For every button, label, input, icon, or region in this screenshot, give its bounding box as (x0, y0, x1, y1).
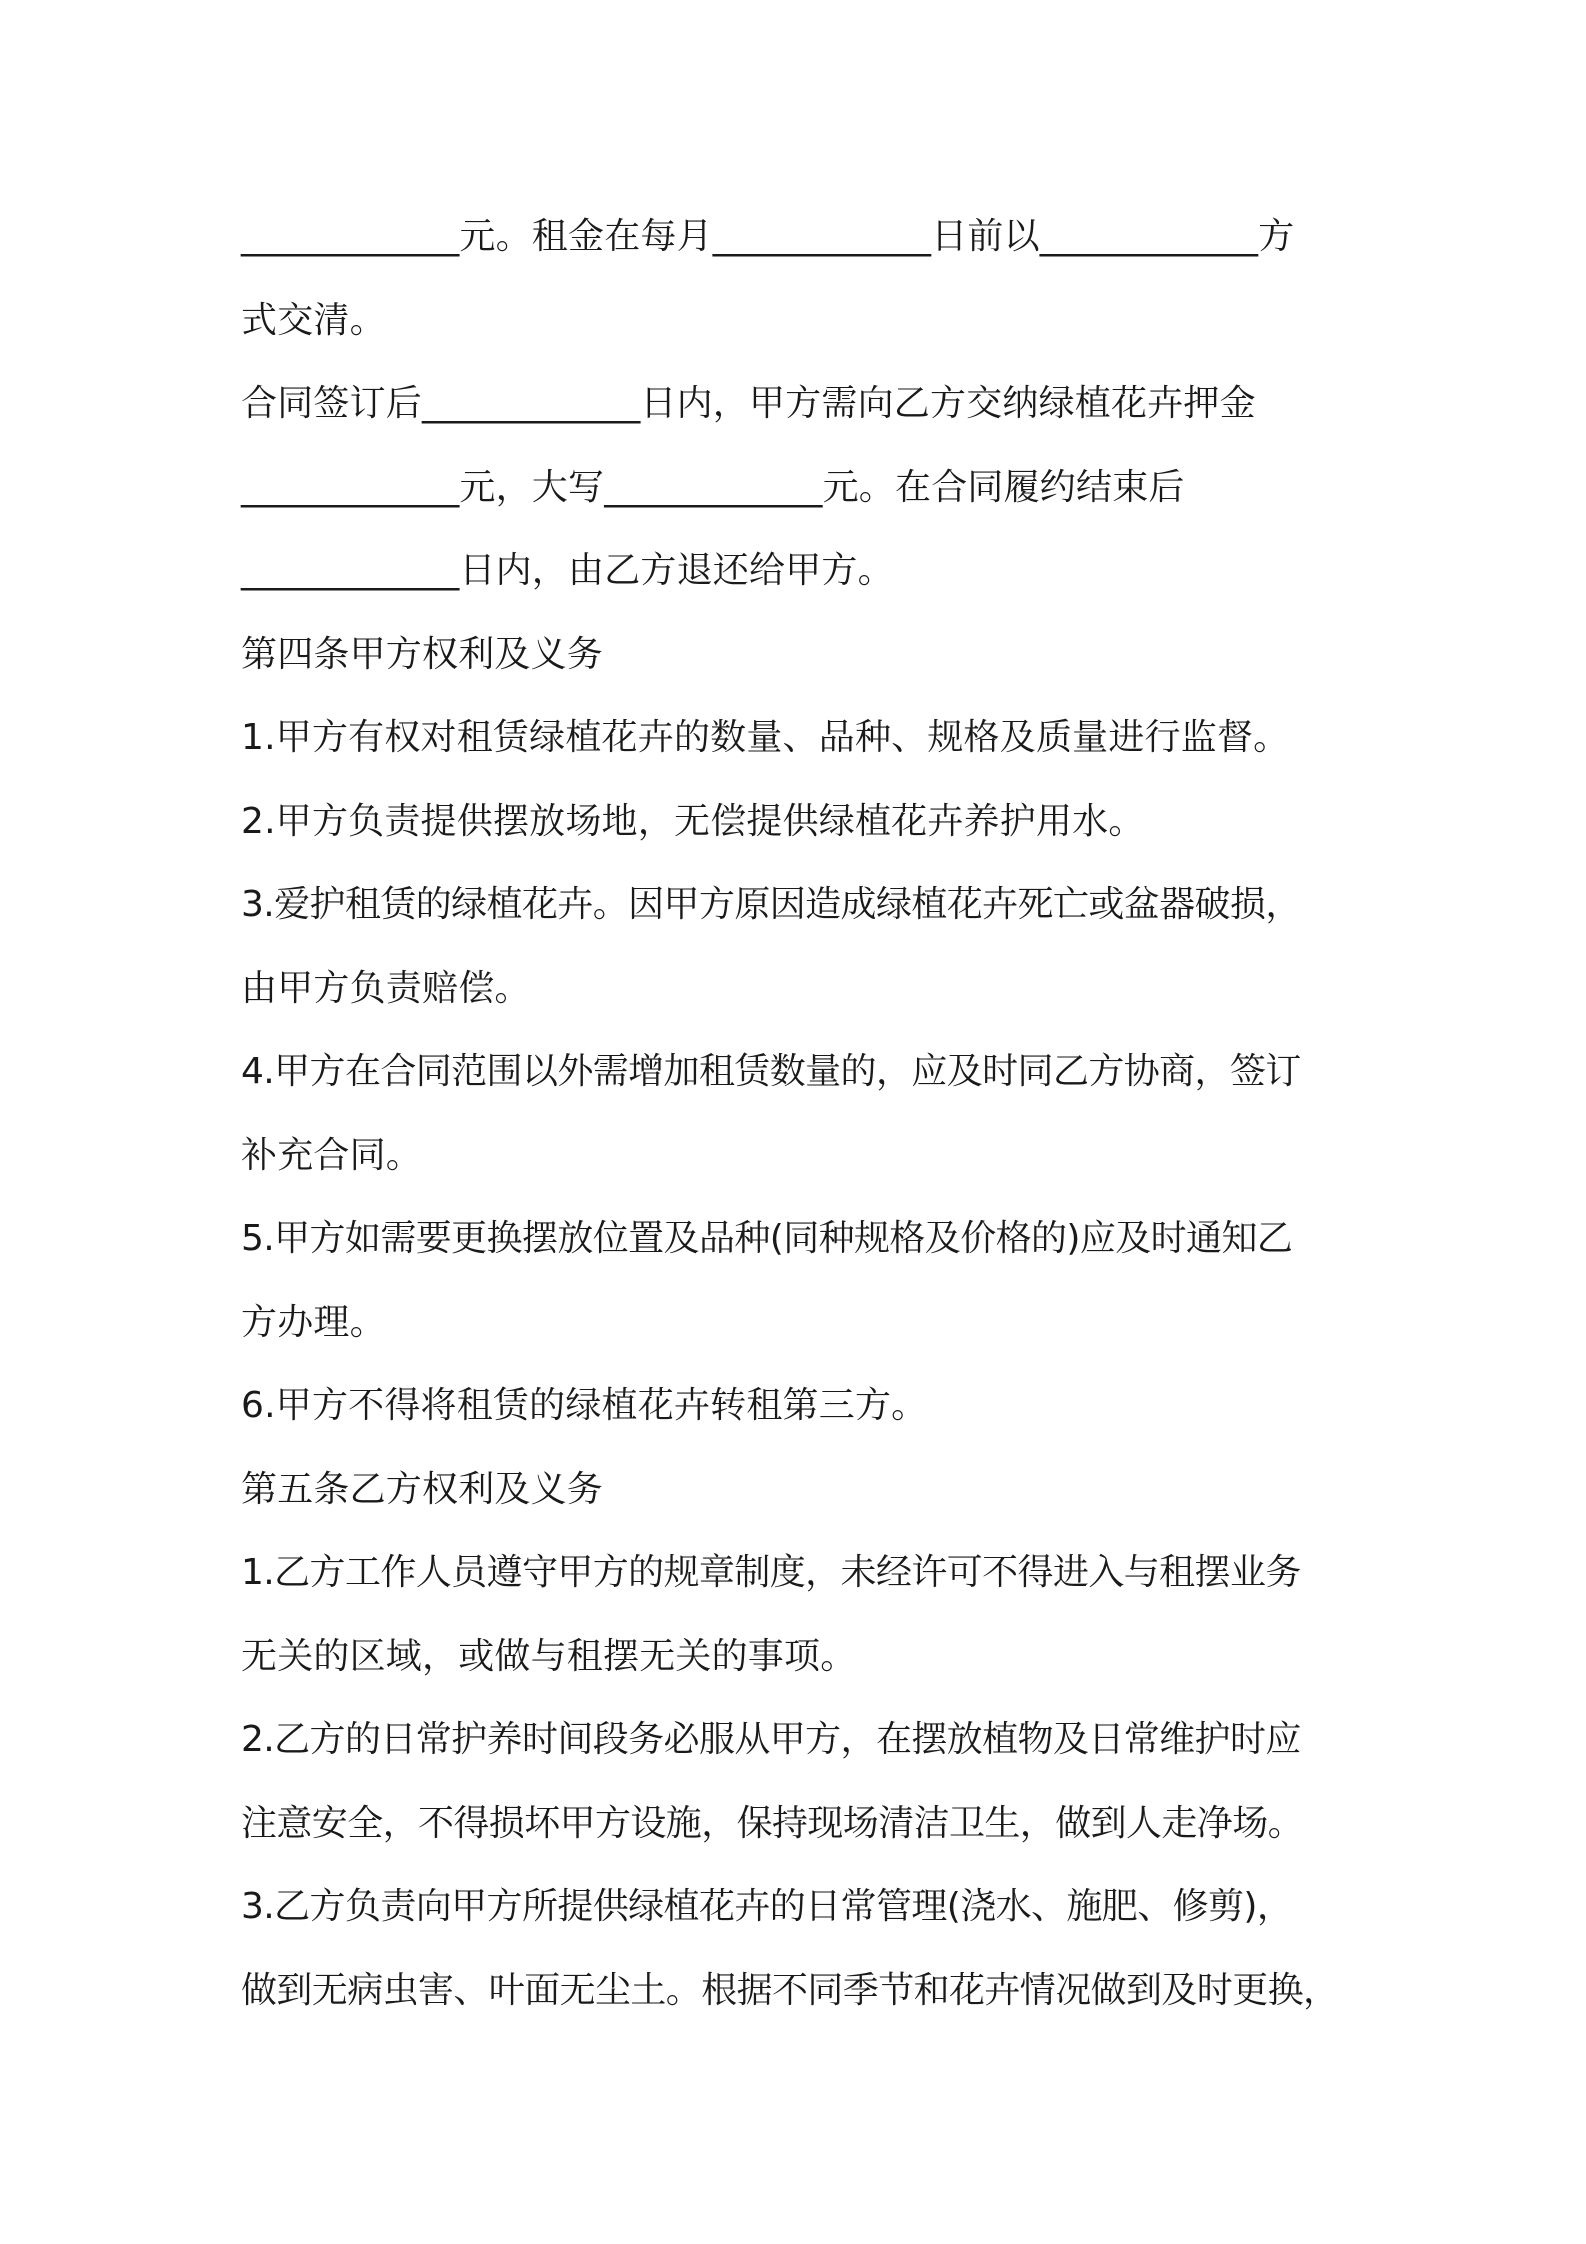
clause-5-3: 3.乙方负责向甲方所提供绿植花卉的日常管理(浇水、施肥、修剪)， (241, 1886, 1293, 1927)
clause-5-2: 2.乙方的日常护养时间段务必服从甲方，在摆放植物及日常维护时应 (241, 1719, 1301, 1760)
text-line: 合同签订后____________日内，甲方需向乙方交纳绿植花卉押金 (241, 383, 1256, 424)
section-heading-4: 第四条甲方权利及义务 (241, 633, 604, 675)
clause-4-3: 3.爱护租赁的绿植花卉。因甲方原因造成绿植花卉死亡或盆器破损， (241, 884, 1301, 925)
text-line: ____________日内，由乙方退还给甲方。 (241, 550, 894, 591)
text-line: 注意安全，不得损坏甲方设施，保持现场清洁卫生，做到人走净场。 (241, 1802, 1304, 1844)
clause-4-6: 6.甲方不得将租赁的绿植花卉转租第三方。 (241, 1385, 928, 1426)
section-heading-5: 第五条乙方权利及义务 (241, 1468, 604, 1510)
document-body (241, 195, 1361, 2032)
text-line: 做到无病虫害、叶面无尘土。根据不同季节和花卉情况做到及时更换， (241, 1969, 1339, 2011)
text-line: 式交清。 (241, 299, 386, 341)
text-line: 由甲方负责赔偿。 (241, 967, 531, 1009)
clause-5-1: 1.乙方工作人员遵守甲方的规章制度，未经许可不得进入与租摆业务 (241, 1552, 1301, 1593)
clause-4-5: 5.甲方如需要更换摆放位置及品种(同种规格及价格的)应及时通知乙 (241, 1218, 1293, 1259)
clause-4-4: 4.甲方在合同范围以外需增加租赁数量的，应及时同乙方协商，签订 (241, 1051, 1301, 1092)
text-line: ____________元。租金在每月____________日前以____________方 (241, 216, 1295, 257)
text-line: 补充合同。 (241, 1134, 423, 1176)
text-line: ____________元，大写____________元。在合同履约结束后 (241, 466, 1185, 508)
clause-4-2: 2.甲方负责提供摆放场地，无偿提供绿植花卉养护用水。 (241, 800, 1145, 842)
text-line: 方办理。 (241, 1301, 386, 1343)
text-line: 无关的区域，或做与租摆无关的事项。 (241, 1635, 857, 1677)
clause-4-1: 1.甲方有权对租赁绿植花卉的数量、品种、规格及质量进行监督。 (241, 717, 1290, 758)
